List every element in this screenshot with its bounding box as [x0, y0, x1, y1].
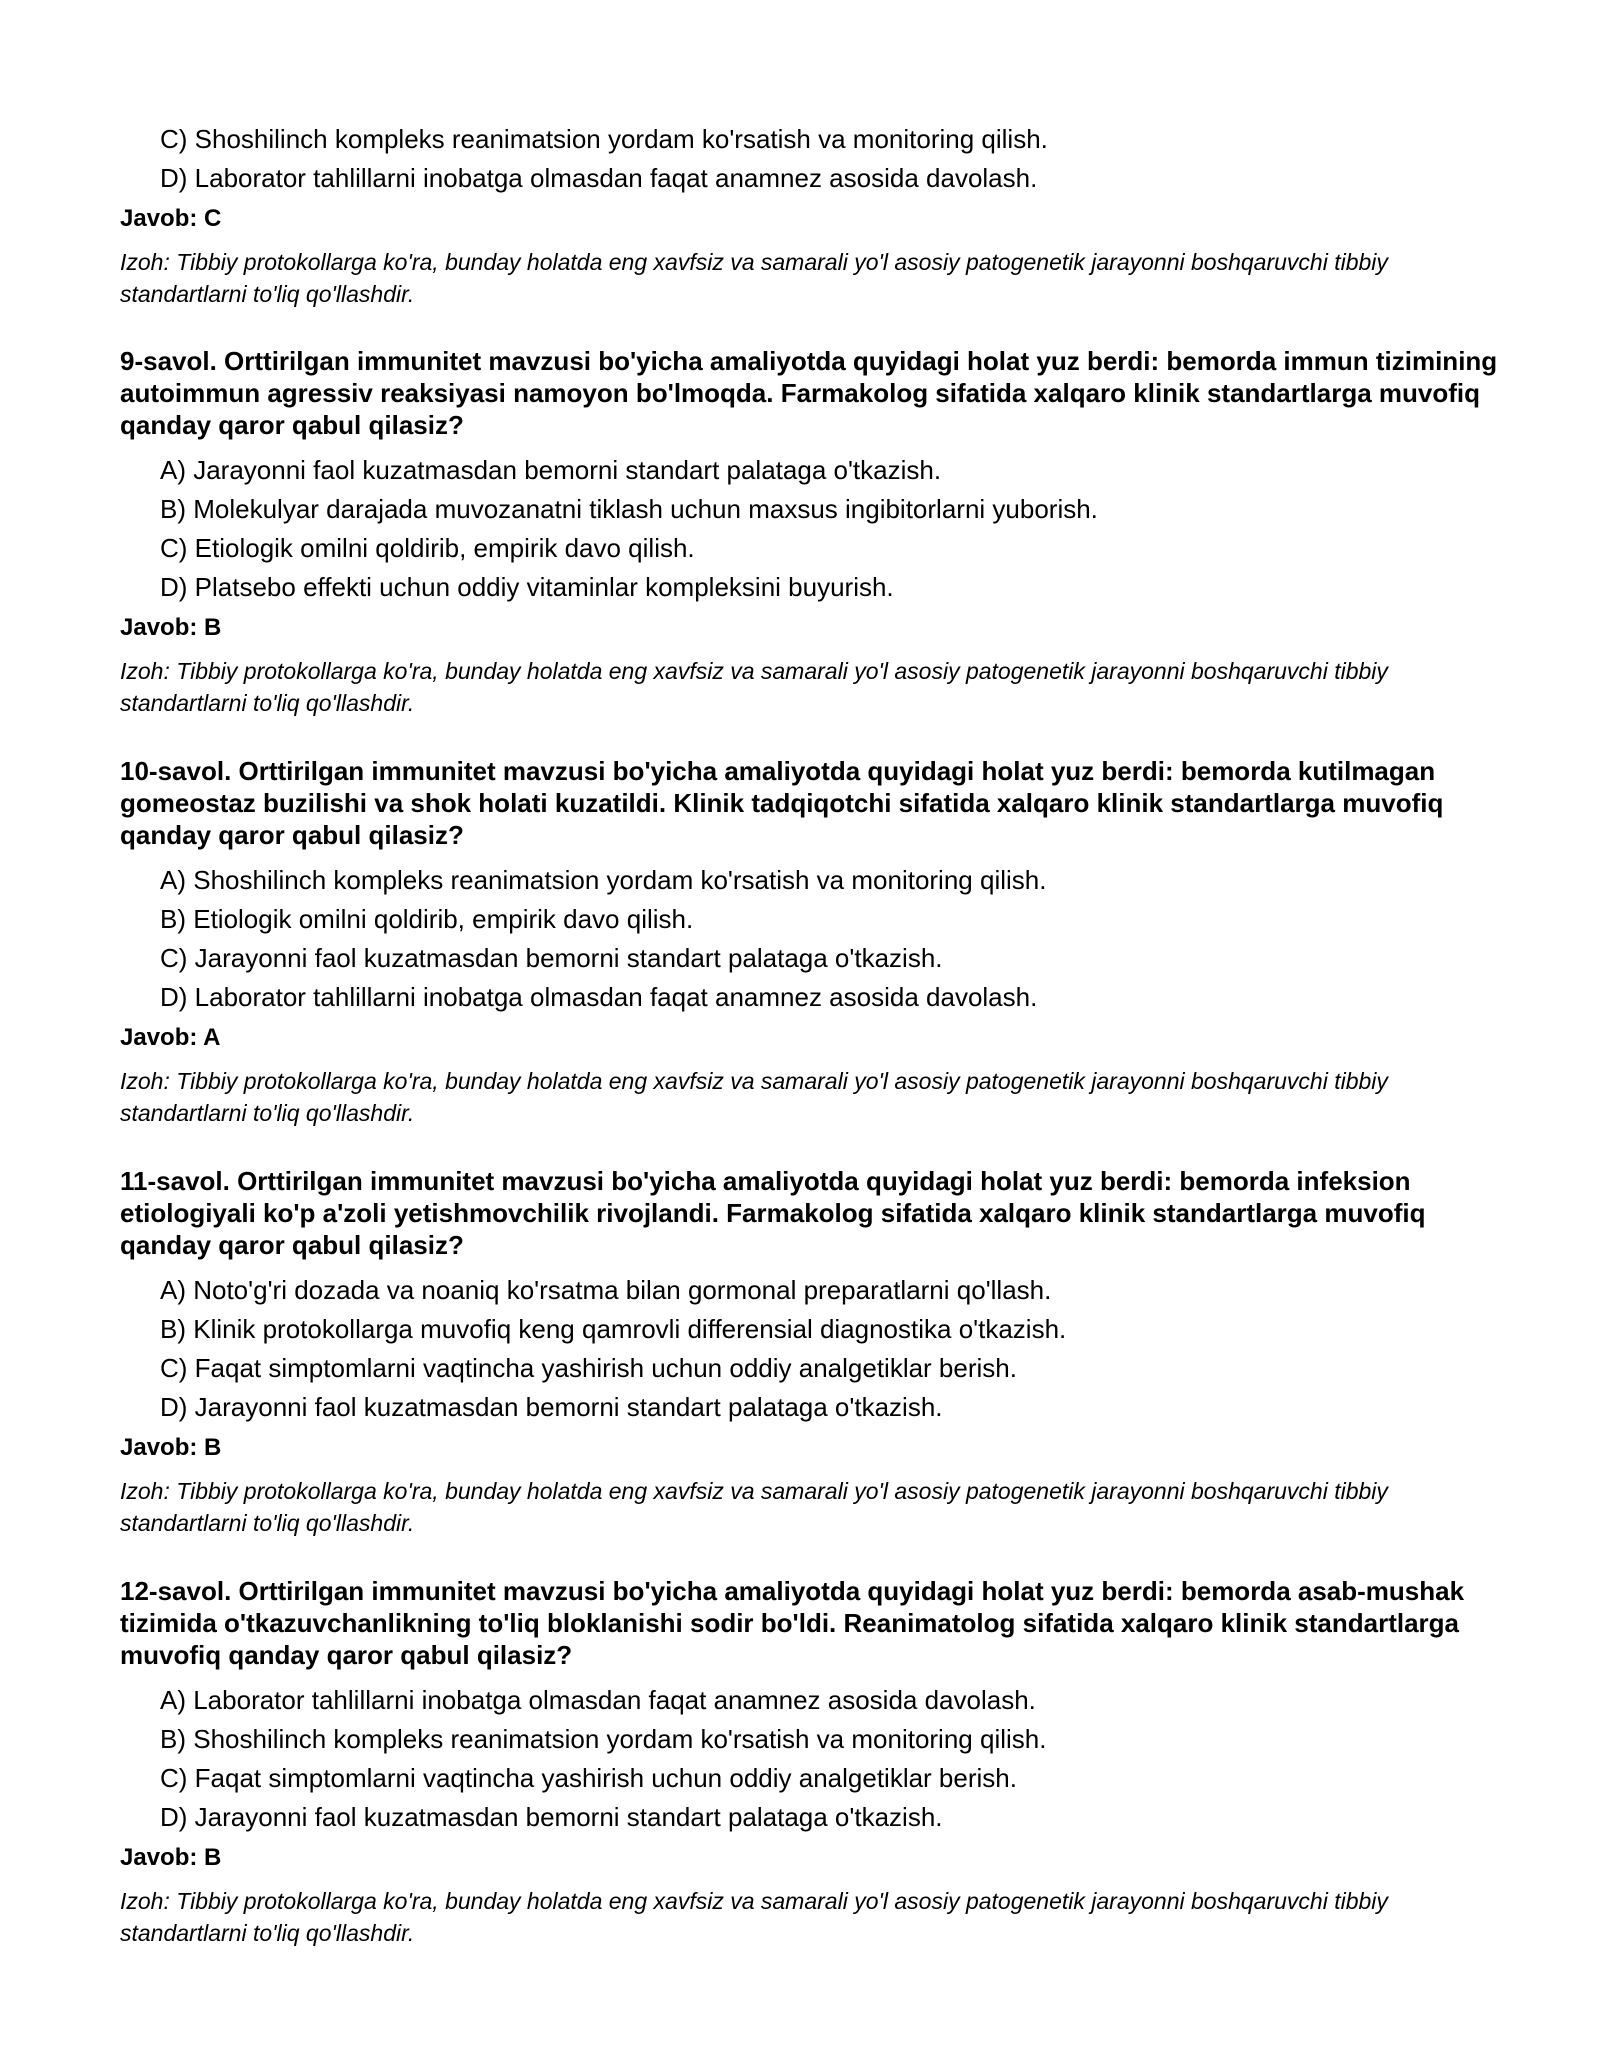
question-title: 11-savol. Orttirilgan immunitet mavzusi bo'yicha amaliyotda quyidagi holat yuz berdi: bemorda infeksion etiologiyali ko'p a'zoli yetishmovchilik rivojlandi. Farmakolog sifatida xalqaro klinik standartlarga muvofiq qanday qaror qabul qilasiz? [120, 1166, 1426, 1260]
answer-label: Javob: B [120, 614, 222, 641]
question-block-10 [120, 755, 1500, 1129]
question-block-12 [120, 1575, 1500, 1949]
option-a: A) Laborator tahlillarni inobatga olmasdan faqat anamnez asosida davolash. [160, 1685, 1036, 1715]
option-c: C) Etiologik omilni qoldirib, empirik davo qilish. [160, 533, 695, 563]
option-d: D) Jarayonni faol kuzatmasdan bemorni standart palataga o'tkazish. [160, 1392, 943, 1422]
option-b: B) Etiologik omilni qoldirib, empirik davo qilish. [160, 904, 694, 934]
option-d: D) Jarayonni faol kuzatmasdan bemorni standart palataga o'tkazish. [160, 1802, 943, 1832]
option-c: C) Shoshilinch kompleks reanimatsion yordam ko'rsatish va monitoring qilish. [160, 124, 1048, 154]
option-a: A) Shoshilinch kompleks reanimatsion yordam ko'rsatish va monitoring qilish. [160, 865, 1047, 895]
explanation-note: Izoh: Tibbiy protokollarga ko'ra, bunday holatda eng xavfsiz va samarali yo'l asosiy patogenetik jarayonni boshqaruvchi tibbiy standartlarni to'liq qo'llashdir. [120, 1068, 1388, 1126]
option-c: C) Faqat simptomlarni vaqtincha yashirish uchun oddiy analgetiklar berish. [160, 1353, 1017, 1383]
question-block-11 [120, 1165, 1500, 1539]
option-d: D) Platsebo effekti uchun oddiy vitaminlar kompleksini buyurish. [160, 572, 894, 602]
question-block-8-continued [120, 120, 1500, 310]
question-title: 10-savol. Orttirilgan immunitet mavzusi bo'yicha amaliyotda quyidagi holat yuz berdi: bemorda kutilmagan gomeostaz buzilishi va shok holati kuzatildi. Klinik tadqiqotchi sifatida xalqaro klinik standartlarga muvofiq qanday qaror qabul qilasiz? [120, 756, 1444, 850]
question-title: 12-savol. Orttirilgan immunitet mavzusi bo'yicha amaliyotda quyidagi holat yuz berdi: bemorda asab-mushak tizimida o'tkazuvchanlikning to'liq bloklanishi sodir bo'ldi. Reanimatolog sifatida xalqaro klinik standartlarga muvofiq qanday qaror qabul qilasiz? [120, 1576, 1465, 1670]
option-a: A) Jarayonni faol kuzatmasdan bemorni standart palataga o'tkazish. [160, 455, 942, 485]
option-a: A) Noto'g'ri dozada va noaniq ko'rsatma bilan gormonal preparatlarni qo'llash. [160, 1275, 1052, 1305]
answer-label: Javob: B [120, 1434, 222, 1461]
option-d: D) Laborator tahlillarni inobatga olmasdan faqat anamnez asosida davolash. [160, 982, 1038, 1012]
question-block-9 [120, 345, 1500, 719]
question-title: 9-savol. Orttirilgan immunitet mavzusi bo'yicha amaliyotda quyidagi holat yuz berdi: bemorda immun tizimining autoimmun agressiv reaksiyasi namoyon bo'lmoqda. Farmakolog sifatida xalqaro klinik standartlarga muvofiq qanday qaror qabul qilasiz? [120, 346, 1498, 440]
explanation-note: Izoh: Tibbiy protokollarga ko'ra, bunday holatda eng xavfsiz va samarali yo'l asosiy patogenetik jarayonni boshqaruvchi tibbiy standartlarni to'liq qo'llashdir. [120, 658, 1388, 716]
option-c: C) Jarayonni faol kuzatmasdan bemorni standart palataga o'tkazish. [160, 943, 943, 973]
option-c: C) Faqat simptomlarni vaqtincha yashirish uchun oddiy analgetiklar berish. [160, 1763, 1017, 1793]
explanation-note: Izoh: Tibbiy protokollarga ko'ra, bunday holatda eng xavfsiz va samarali yo'l asosiy patogenetik jarayonni boshqaruvchi tibbiy standartlarni to'liq qo'llashdir. [120, 249, 1388, 307]
answer-label: Javob: B [120, 1844, 222, 1871]
option-d: D) Laborator tahlillarni inobatga olmasdan faqat anamnez asosida davolash. [160, 163, 1038, 193]
option-b: B) Klinik protokollarga muvofiq keng qamrovli differensial diagnostika o'tkazish. [160, 1314, 1067, 1344]
answer-label: Javob: C [120, 205, 222, 232]
answer-label: Javob: A [120, 1024, 221, 1051]
option-b: B) Molekulyar darajada muvozanatni tiklash uchun maxsus ingibitorlarni yuborish. [160, 494, 1098, 524]
option-b: B) Shoshilinch kompleks reanimatsion yordam ko'rsatish va monitoring qilish. [160, 1724, 1047, 1754]
explanation-note: Izoh: Tibbiy protokollarga ko'ra, bunday holatda eng xavfsiz va samarali yo'l asosiy patogenetik jarayonni boshqaruvchi tibbiy standartlarni to'liq qo'llashdir. [120, 1478, 1388, 1536]
explanation-note: Izoh: Tibbiy protokollarga ko'ra, bunday holatda eng xavfsiz va samarali yo'l asosiy patogenetik jarayonni boshqaruvchi tibbiy standartlarni to'liq qo'llashdir. [120, 1888, 1388, 1946]
